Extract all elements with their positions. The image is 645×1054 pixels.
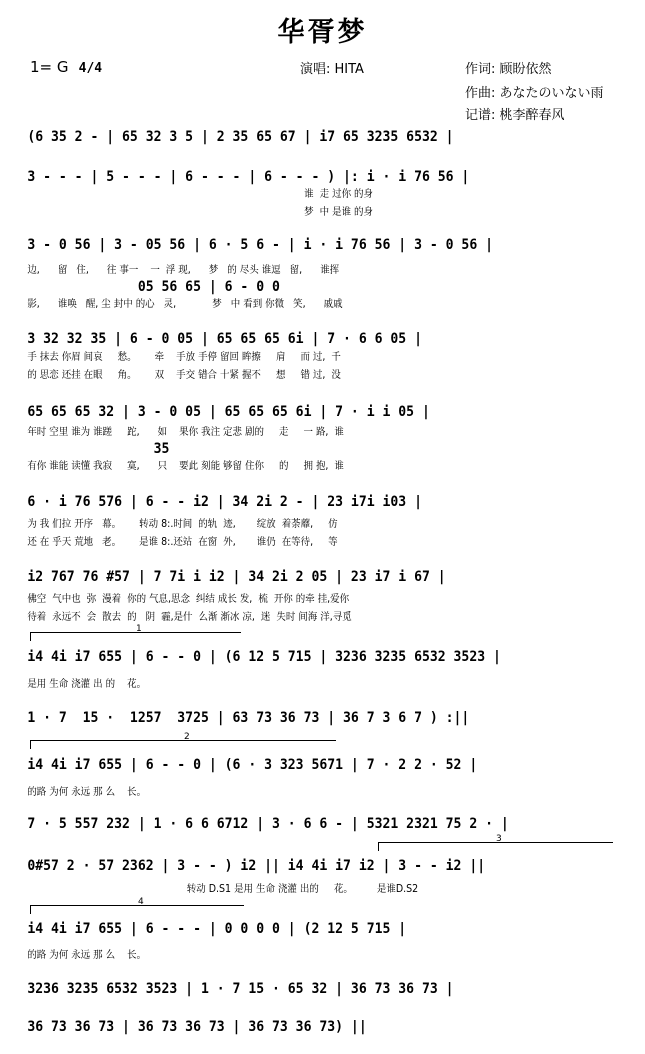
notation-line: 0#57 2 · 57 2362 | 3 - - ) i2 || i4 4i i7 i2 | 3 - - i2 || — [27, 858, 486, 874]
ending-bracket — [30, 732, 336, 749]
ending-bracket — [30, 897, 244, 914]
song-title: 华胥梦 — [277, 17, 368, 48]
notation-line: i4 4i i7 655 | 6 - - 0 | (6 12 5 715 | 3236 3235 6532 3523 | — [27, 649, 501, 665]
ending-number: 1 — [136, 624, 142, 634]
lyric-line: 梦 中 是谁 的身 — [27, 206, 373, 218]
ending-bracket — [378, 834, 613, 851]
lyric-line: 边, 留 住, 往 事一 一 浮 现, 梦 的 尽头 谁逗 留, 谁挥 — [27, 264, 340, 276]
ending-number: 3 — [496, 834, 502, 844]
ending-number: 4 — [138, 897, 144, 907]
lyric-line: 有你 谁能 读懂 我寂 寞, 只 要此 刻能 够留 住你 的 拥 抱, 谁 — [27, 460, 344, 472]
notation-line: 3236 3235 6532 3523 | 1 · 7 15 · 65 32 | 36 73 36 73 | — [27, 981, 454, 997]
lyric-line: 谁 走 过你 的身 — [27, 188, 373, 200]
composer-credit: 作曲: あなたのいない雨 — [465, 86, 604, 101]
lyric-line: 的 思恋 还挂 在眼 角。 双 手交 错合 十紧 握不 想 错 过, 没 — [27, 369, 341, 381]
lyric-line: 影, 谁唤 醒, 尘 封中 的心 灵, 梦 中 看到 你微 笑, 戚戚 — [27, 298, 343, 310]
notation-line: 3 32 32 35 | 6 - 0 05 | 65 65 65 6i | 7 · 6 6 05 | — [27, 331, 422, 347]
notation-line: 05 56 65 | 6 - 0 0 — [27, 279, 280, 295]
notation-line: 7 · 5 557 232 | 1 · 6 6 6712 | 3 · 6 6 - | 5321 2321 75 2 · | — [27, 816, 509, 832]
ending-number: 2 — [184, 732, 190, 742]
notation-line: 3 - - - | 5 - - - | 6 - - - | 6 - - - ) |: i · i 76 56 | — [27, 169, 470, 185]
lyric-line: 转动 D.S1 是用 生命 浇灌 出的 花。 是谁D.S2 — [27, 883, 419, 895]
time-signature: 4/4 — [78, 61, 103, 76]
lyric-line: 还 在 乎天 荒地 老。 是谁 8:.还站 在窗 外, 谁仍 在等待, 等 — [27, 536, 338, 548]
notation-line: 1 · 7 15 · 1257 3725 | 63 73 36 73 | 36 7 3 6 7 ) :|| — [27, 710, 470, 726]
lyric-line: 为 我 们拉 开序 幕。 转动 8:.时间 的轨 迹, 绽放 着荼蘼, 仿 — [27, 518, 338, 530]
notation-line: i4 4i i7 655 | 6 - - - | 0 0 0 0 | (2 12 5 715 | — [27, 921, 407, 937]
notation-line: i2 767 76 #57 | 7 7i i i2 | 34 2i 2 05 | 23 i7 i 67 | — [27, 569, 446, 585]
notation-line: (6 35 2 - | 65 32 3 5 | 2 35 65 67 | i7 65 3235 6532 | — [27, 129, 454, 145]
lyric-line: 的路 为何 永远 那 么 长。 — [27, 786, 147, 798]
lyric-line: 的路 为何 永远 那 么 长。 — [27, 949, 147, 961]
notation-line: i4 4i i7 655 | 6 - - 0 | (6 · 3 323 5671 | 7 · 2 2 · 52 | — [27, 757, 478, 773]
lyricist-credit: 作词: 顾盼依然 — [465, 62, 552, 77]
transcriber-credit: 记谱: 桃李醉春风 — [465, 108, 565, 123]
notation-line: 6 · i 76 576 | 6 - - i2 | 34 2i 2 - | 23 i7i i03 | — [27, 494, 422, 510]
lyric-line: 佛空 气中也 弥 漫着 你的 气息,思念 纠结 成长 发, 梳 开你 的牵 挂,爱你 — [27, 593, 350, 605]
singer-credit: 演唱: HITA — [300, 62, 364, 77]
notation-line: 3 - 0 56 | 3 - 05 56 | 6 · 5 6 - | i · i 76 56 | 3 - 0 56 | — [27, 237, 494, 253]
notation-line: 65 65 65 32 | 3 - 0 05 | 65 65 65 6i | 7 · i i 05 | — [27, 404, 430, 420]
ending-bracket — [30, 624, 241, 641]
notation-line: 35 — [27, 441, 170, 457]
lyric-line: 是用 生命 浇灌 出 的 花。 — [27, 678, 147, 690]
lyric-line: 待着 永远不 会 散去 的 阴 霾,是什 么渐 渐冰 凉, 迷 失时 间海 洋,寻觅 — [27, 611, 352, 623]
lyric-line: 手 抹去 你眉 间哀 愁。 牵 手放 手停 留回 眸擦 肩 而 过, 千 — [27, 351, 341, 363]
key-signature: 1= G 4/4 — [30, 58, 103, 76]
notation-line: 36 73 36 73 | 36 73 36 73 | 36 73 36 73) || — [27, 1019, 367, 1035]
lyric-line: 年时 空里 谁为 谁蹉 跎, 如 果你 我注 定悲 剧的 走 一 路, 谁 — [27, 426, 344, 438]
